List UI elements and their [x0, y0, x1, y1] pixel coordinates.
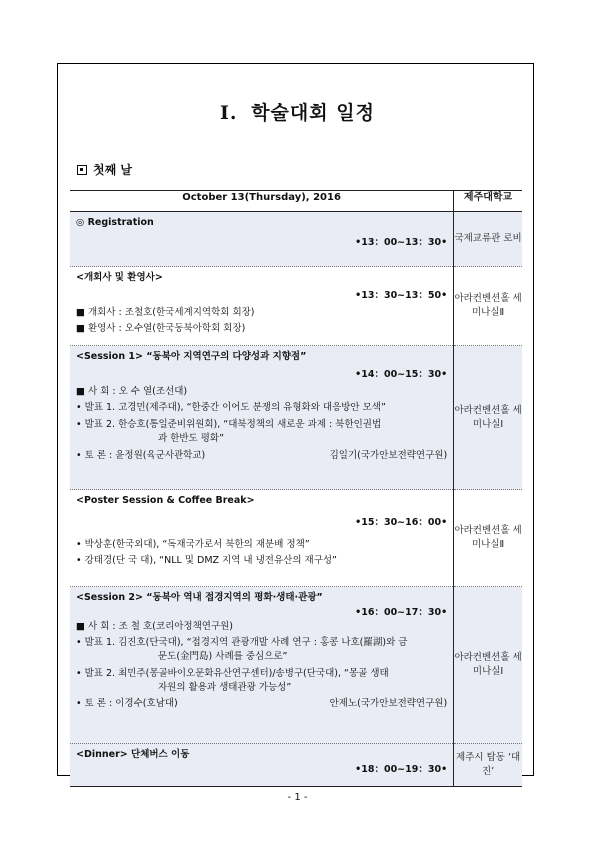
dinner-time: •18：00~19：30•: [355, 763, 448, 775]
poster-row: [70, 490, 522, 587]
session2-talk-2: • 발표 2. 최민주(몽골바이오문화유산연구센터)/송병구(단국대), “몽골 생태: [76, 667, 389, 679]
session2-chair: ■ 사 회 : 조 철 호(코리아정책연구원): [76, 620, 234, 632]
dinner-venue: 제주시 탑동 ‘대진’: [454, 744, 522, 787]
dinner-row: [70, 744, 522, 787]
session2-talk-2-cont: 자원의 활용과 생태관광 가능성”: [158, 681, 292, 693]
opening-venue: 아라컨벤션홀 세미나실Ⅱ: [454, 267, 522, 346]
header-venue: 제주대학교: [454, 191, 522, 212]
session1-discussant-2: 김일기(국가안보전략연구원): [329, 449, 448, 461]
session1-chair: ■ 사 회 : 오 수 열(조선대): [76, 385, 188, 397]
registration-venue: 국제교류관 로비: [454, 212, 522, 267]
table-header: [70, 191, 522, 212]
session2-row: [70, 587, 522, 744]
session2-label: <Session 2> “동북아 역내 접경지역의 평화·생태·관광”: [76, 592, 323, 603]
session1-row: [70, 346, 522, 490]
poster-label: <Poster Session & Coffee Break>: [76, 495, 255, 506]
day-label: 첫째 날: [93, 163, 132, 177]
opening-time: •13：30~13：50•: [355, 289, 448, 301]
session2-talk-1-cont: 문도(金門島) 사례를 중심으로”: [158, 651, 288, 663]
session1-talk-2: • 발표 2. 한승호(통일준비위원회), “대북정책의 새로운 과제 : 북한인권법: [76, 419, 382, 431]
session2-discussant-1: • 토 론 : 이경수(호남대): [76, 698, 178, 710]
session1-label: <Session 1> “동북아 지역연구의 다양성과 지향점”: [76, 351, 307, 362]
poster-venue: 아라컨벤션홀 세미나실Ⅱ: [454, 490, 522, 587]
session2-venue: 아라컨벤션홀 세미나실Ⅰ: [454, 587, 522, 744]
opening-item-1: ■ 개회사 : 조철호(한국세계지역학회 회장): [76, 306, 255, 318]
registration-time: •13：00~13：30•: [355, 236, 448, 248]
title-text: 학술대회 일정: [251, 102, 375, 124]
session2-time: •16：00~17：30•: [355, 606, 448, 618]
schedule-table: [70, 190, 522, 787]
poster-item-2: • 강태경(단 국 대), “NLL 및 DMZ 지역 내 냉전유산의 재구성”: [76, 555, 337, 567]
session1-time: •14：00~15：30•: [355, 368, 448, 380]
square-bullet-icon: [77, 165, 87, 175]
dinner-label: <Dinner> 단체버스 이동: [76, 749, 190, 760]
session1-talk-2-cont: 과 한반도 평화”: [158, 432, 225, 444]
session1-discussant-1: • 토 론 : 윤정원(육군사관학교): [76, 449, 206, 461]
session2-talk-1: • 발표 1. 김진호(단국대), “접경지역 관광개발 사례 연구 : 홍콩 나호(羅湖)와 금: [76, 637, 408, 649]
poster-time: •15：30~16：00•: [355, 516, 448, 528]
header-date: October 13(Thursday), 2016: [70, 191, 454, 212]
page-number: - 1 -: [287, 792, 308, 803]
opening-row: [70, 267, 522, 346]
day-heading: [77, 161, 132, 178]
session1-venue: 아라컨벤션홀 세미나실Ⅰ: [454, 346, 522, 490]
session2-discussion: [76, 697, 447, 711]
opening-item-2: ■ 환영사 : 오수열(한국동북아학회 회장): [76, 323, 246, 335]
session2-discussant-2: 안제노(국가안보전략연구원): [329, 698, 448, 710]
poster-item-1: • 박상훈(한국외대), “독재국가로서 북한의 재분배 정책”: [76, 538, 310, 550]
session1-discussion: [76, 449, 447, 463]
page-title: [0, 98, 595, 125]
session1-talk-1: • 발표 1. 고경민(제주대), “한중간 이어도 분쟁의 유형화와 대응방안 모색”: [76, 402, 386, 414]
opening-label: <개회사 및 환영사>: [76, 272, 163, 283]
title-numeral: Ⅰ.: [220, 102, 238, 124]
registration-label: ◎ Registration: [76, 217, 154, 228]
registration-row: [70, 212, 522, 267]
